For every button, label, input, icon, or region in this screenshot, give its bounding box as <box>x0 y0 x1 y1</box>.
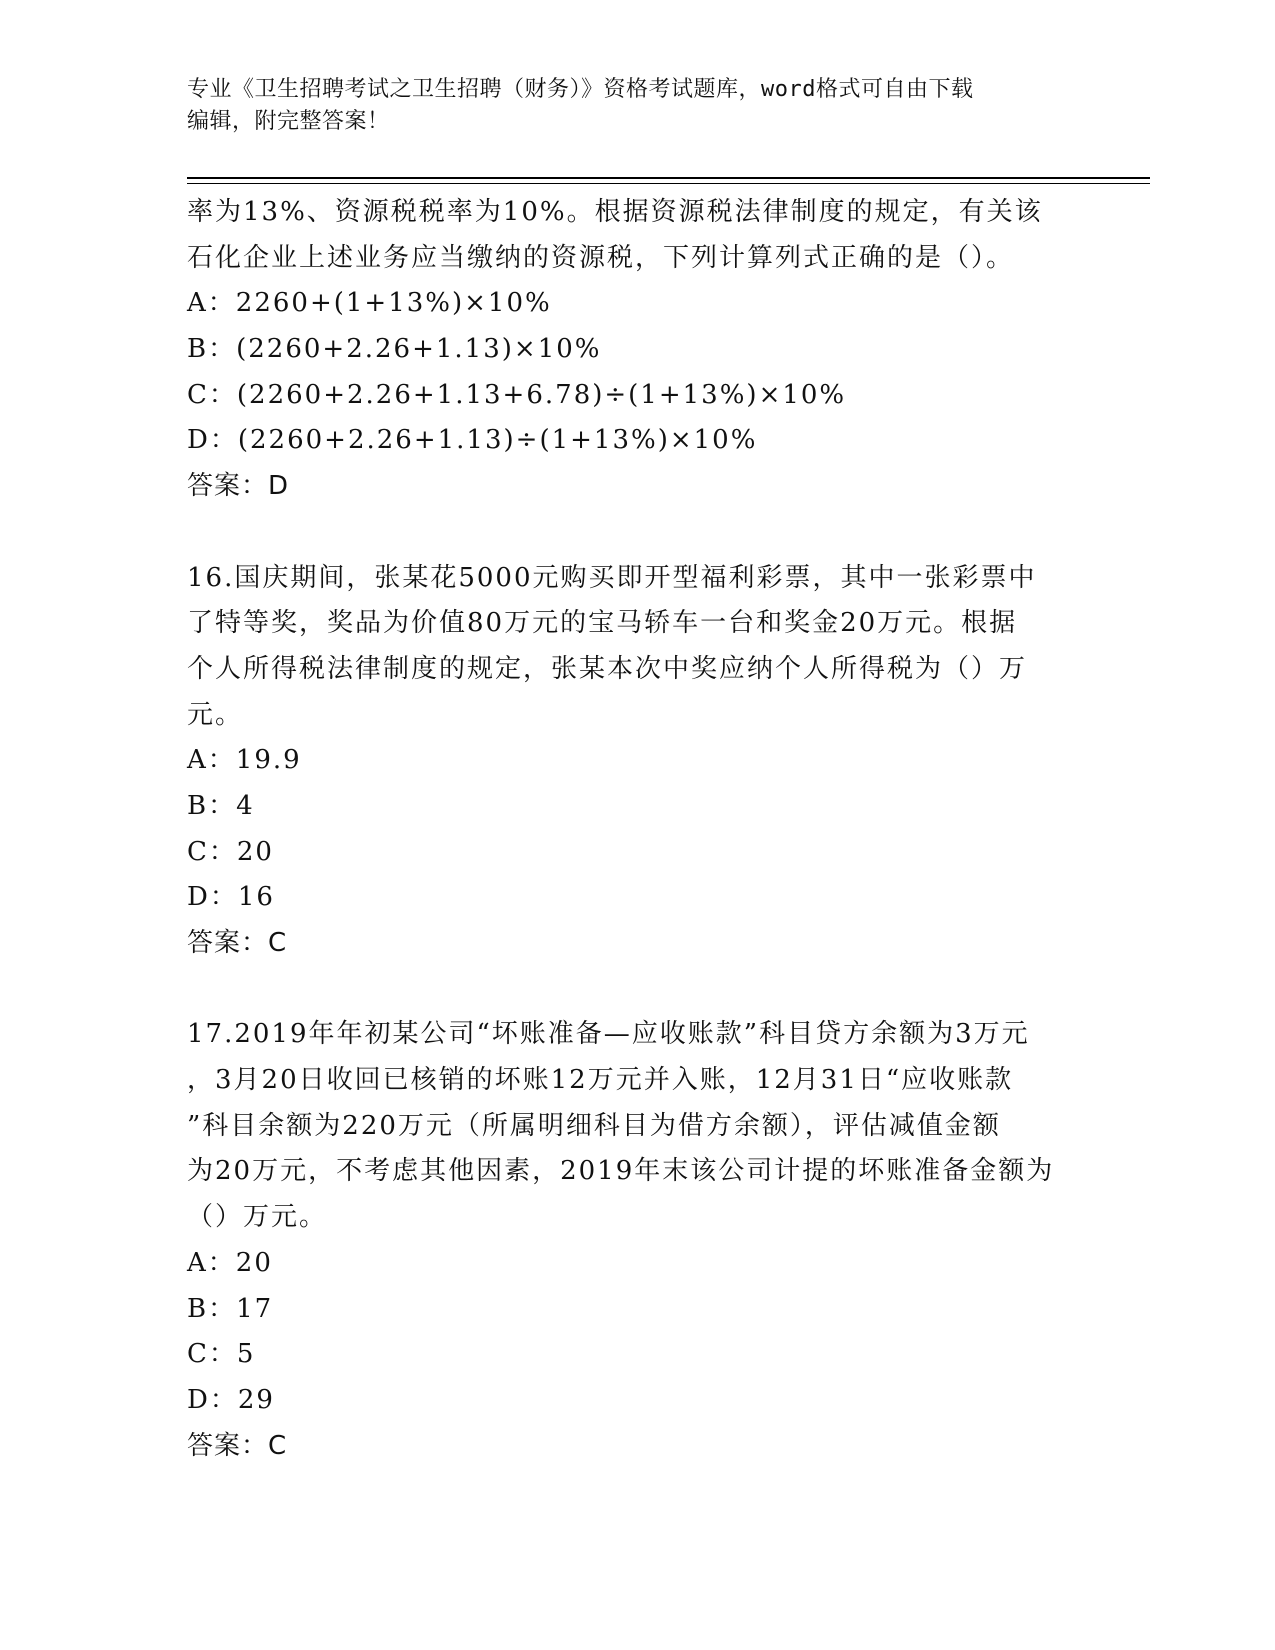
header-rule-thick <box>187 177 1150 179</box>
option-d: D：29 <box>187 1384 275 1415</box>
option-c: C：20 <box>187 836 274 867</box>
document-header <box>187 74 1067 138</box>
option-a: A：2260+(1+13%)×10% <box>187 288 552 319</box>
answer: 答案：D <box>187 471 290 502</box>
question-15 <box>187 190 1087 510</box>
spacer <box>187 967 1087 1013</box>
option-a: A：19.9 <box>187 745 302 776</box>
option-c: C：(2260+2.26+1.13+6.78)÷(1+13%)×10% <box>187 379 847 410</box>
option-b: B：17 <box>187 1293 274 1324</box>
question-16 <box>187 556 1087 967</box>
question-text-line: 元。 <box>187 699 244 730</box>
header-rule-thin <box>187 183 1150 184</box>
question-text-line: 17.2019年年初某公司“坏账准备—应收账款”科目贷方余额为3万元 <box>187 1019 1030 1050</box>
question-text-line: 石化企业上述业务应当缴纳的资源税，下列计算列式正确的是（）。 <box>187 242 1015 273</box>
question-text-line: 为20万元，不考虑其他因素，2019年末该公司计提的坏账准备金额为 <box>187 1156 1055 1187</box>
question-text-line: 了特等奖，奖品为价值80万元的宝马轿车一台和奖金20万元。根据 <box>187 608 1018 639</box>
question-text-line: 个人所得税法律制度的规定，张某本次中奖应纳个人所得税为（）万 <box>187 653 1028 684</box>
question-17 <box>187 1012 1087 1469</box>
option-b: B：4 <box>187 790 255 821</box>
header-line-2: 编辑，附完整答案！ <box>187 109 390 134</box>
option-d: D：(2260+2.26+1.13)÷(1+13%)×10% <box>187 425 758 456</box>
option-b: B：(2260+2.26+1.13)×10% <box>187 334 602 365</box>
option-a: A：20 <box>187 1247 273 1278</box>
document-body <box>187 190 1087 1469</box>
header-line-1: 专业《卫生招聘考试之卫生招聘（财务）》资格考试题库，word格式可自由下载 <box>187 77 974 102</box>
question-text-line: ”科目余额为220万元（所属明细科目为借方余额），评估减值金额 <box>187 1110 1001 1141</box>
option-c: C：5 <box>187 1339 256 1370</box>
question-text-line: （）万元。 <box>187 1202 328 1233</box>
question-text-line: 率为13%、资源税税率为10%。根据资源税法律制度的规定，有关该 <box>187 197 1043 227</box>
option-d: D：16 <box>187 882 275 913</box>
question-text-line: 16.国庆期间，张某花5000元购买即开型福利彩票，其中一张彩票中 <box>187 562 1037 593</box>
question-text-line: ，3月20日收回已核销的坏账12万元并入账，12月31日“应收账款 <box>187 1065 1014 1096</box>
spacer <box>187 510 1087 556</box>
answer: 答案：C <box>187 1430 288 1461</box>
answer: 答案：C <box>187 928 288 958</box>
